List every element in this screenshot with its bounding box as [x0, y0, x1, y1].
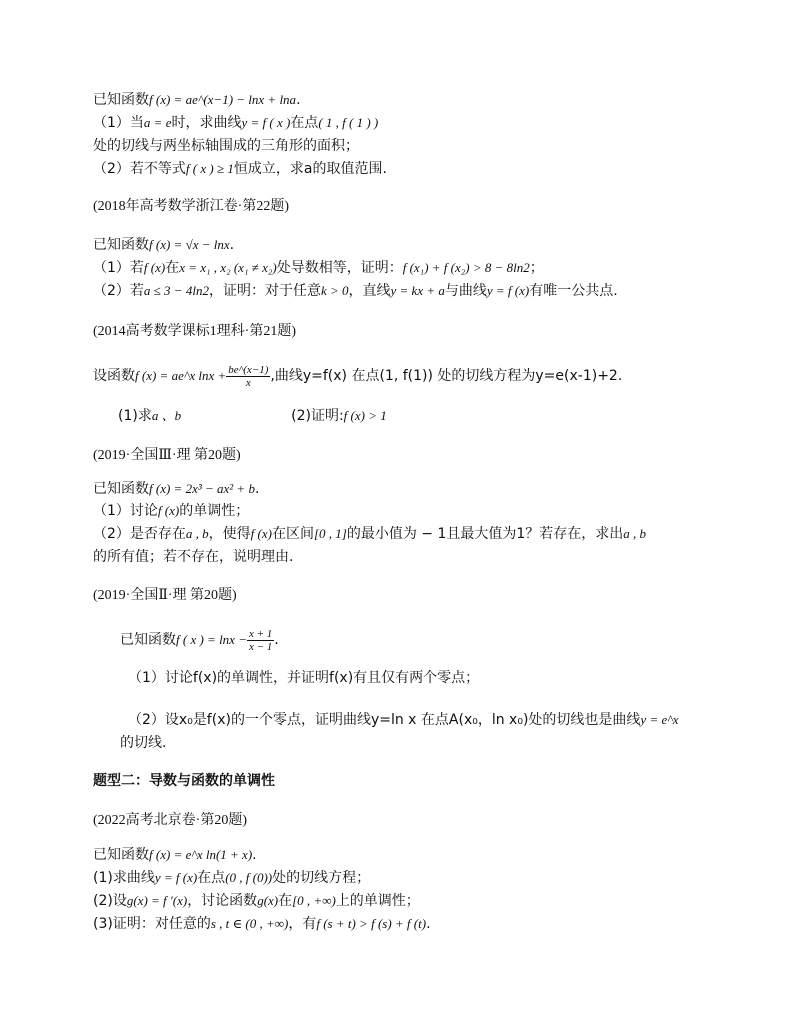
- p2-source: (2018年高考数学浙江卷·第22题): [93, 199, 289, 214]
- p2-q2-d: 与曲线: [444, 283, 487, 299]
- p4-stem-prefix: 已知函数: [93, 481, 149, 497]
- p2-q1-c: 处导数相等，证明：: [276, 260, 403, 276]
- p6-q2: [93, 891, 420, 911]
- p6-q2-m1: g(x) = f ′(x): [126, 893, 188, 908]
- p5-stem-end: .: [274, 632, 279, 648]
- p6-q1-m1: y = f (x): [154, 870, 198, 885]
- p1-q1-c: 在点: [290, 115, 319, 131]
- p5-fraction: [247, 628, 274, 653]
- p4-q2-m3: [0 , 1]: [313, 526, 347, 541]
- p2-q2-a: （2）若: [93, 283, 144, 299]
- p3-q1-a: (1)求: [118, 408, 152, 424]
- p6-q3-a: (3)证明：对任意的: [93, 916, 211, 932]
- p6-stem: [93, 845, 257, 865]
- p4-q2-a: （2）是否存在: [93, 526, 186, 542]
- p4-q2-e: 的所有值；若不存在，说明理由.: [93, 549, 294, 565]
- p1-q1-a: （1）当: [93, 115, 144, 131]
- p2-q2-e: 有唯一公共点.: [529, 283, 618, 299]
- p3-frac-num: be^(x−1): [228, 363, 269, 376]
- p2-q1-m2: x = x₁ , x₂ (x₁ ≠ x₂): [179, 260, 277, 275]
- p5-frac-den: x − 1: [248, 640, 273, 653]
- p3-stem: [93, 362, 622, 390]
- p2-q1: [93, 258, 544, 278]
- p2-stem: [93, 235, 234, 255]
- p6-q3-c: .: [426, 916, 431, 932]
- p6-source: (2022高考北京卷·第20题): [93, 813, 247, 828]
- p4-q2-m2: f (x): [250, 526, 272, 541]
- p2-q2-m3: y = kx + a: [390, 283, 445, 298]
- p2-q2-m4: y = f (x): [486, 283, 530, 298]
- p5-q2-cont: [120, 733, 166, 753]
- p6-q3-m1: s , t ∈ (0 , +∞): [210, 916, 289, 931]
- p1-stem-prefix: 已知函数: [93, 92, 149, 108]
- p6-q1-c: 处的切线方程；: [272, 870, 371, 886]
- p6-q1-a: (1)求曲线: [93, 870, 155, 886]
- p6-q2-d: 上的单调性；: [335, 893, 420, 909]
- p6-q3-b: ，有: [288, 916, 317, 932]
- p4-stem-end: .: [254, 481, 260, 497]
- p2-stem-prefix: 已知函数: [93, 237, 149, 253]
- p3-fraction: [226, 364, 270, 389]
- p1-q2-m1: f ( x ) ≥ 1: [185, 161, 234, 176]
- p5-q2-b: 的切线.: [120, 735, 167, 751]
- p6-q3-m2: f (s + t) > f (s) + f (t): [316, 916, 427, 931]
- p1-q2-b: 恒成立，求a的取值范围.: [233, 161, 387, 177]
- section-heading: 题型二：导数与函数的单调性: [93, 773, 275, 789]
- p6-q1-m2: (0 , f (0)): [225, 870, 273, 885]
- p5-q2: [128, 710, 679, 730]
- p3-stem-prefix: 设函数: [93, 368, 135, 384]
- p2-q2-m1: a ≤ 3 − 4ln2: [143, 283, 209, 298]
- p4-stem-math: f (x) = 2x³ − ax² + b: [149, 481, 255, 496]
- p6-q1-b: 在点: [197, 870, 226, 886]
- p1-q1-cont: [93, 136, 359, 156]
- p2-q2-b: ，证明：对于任意: [208, 283, 321, 299]
- p6-q2-b: ，讨论函数: [187, 893, 258, 909]
- p2-q1-a: （1）若: [93, 260, 144, 276]
- p4-q2-m4: a , b: [623, 526, 647, 541]
- p1-q1-b: 时，求曲线: [171, 115, 242, 131]
- p5-frac-num: x + 1: [248, 627, 273, 640]
- p5-stem-math: f ( x ) = lnx −: [176, 632, 247, 647]
- p4-q1-a: （1）讨论: [93, 503, 158, 519]
- p2-q2: [93, 281, 618, 301]
- p3-questions: [118, 406, 387, 426]
- p5-q2-a: （2）设x₀是f(x)的一个零点，证明曲线y=ln x 在点A(x₀，ln x₀)处的切线也是曲线: [128, 712, 641, 728]
- p3-stem-math: f (x) = ae^x lnx +: [135, 368, 227, 383]
- p6-q3: [93, 914, 431, 934]
- p1-q1-m1: a = e: [143, 115, 172, 130]
- p6-stem-prefix: 已知函数: [93, 847, 149, 863]
- p2-q1-b: 在: [165, 260, 180, 276]
- p1-stem-math: f (x) = ae^(x−1) − lnx + lna: [149, 92, 297, 107]
- p5-stem: [120, 626, 279, 654]
- p1-stem: [93, 90, 301, 110]
- p1-q1-m3: ( 1 , f ( 1 ) ): [318, 115, 379, 130]
- p2-q1-m3: f (x₁) + f (x₂) > 8 − 8ln2: [402, 260, 530, 275]
- p2-q2-c: ，直线: [348, 283, 391, 299]
- p1-stem-end: .: [296, 92, 301, 108]
- p6-stem-end: .: [252, 847, 257, 863]
- p4-q1: [93, 501, 249, 521]
- p6-q2-m2: g(x): [257, 893, 279, 908]
- p1-q1-m2: y = f ( x ): [241, 115, 291, 130]
- p1-q2: [93, 159, 387, 179]
- p6-stem-math: f (x) = e^x ln(1 + x): [149, 847, 253, 862]
- p1-q2-a: （2）若不等式: [93, 161, 186, 177]
- p4-q2-d: 的最小值为 − 1且最大值为1？若存在，求出: [346, 526, 624, 542]
- p6-q1: [93, 868, 370, 888]
- p5-source: (2019·全国Ⅱ·理 第20题): [93, 588, 237, 603]
- p1-q1-d: 处的切线与两坐标轴围成的三角形的面积；: [93, 138, 359, 154]
- p4-q2-c: 在区间: [271, 526, 314, 542]
- p3-source: (2014高考数学课标1理科·第21题): [93, 324, 296, 339]
- p4-q2-m1: a , b: [185, 526, 209, 541]
- p4-q1-m: f (x): [157, 503, 180, 518]
- p1-q1: [93, 113, 378, 133]
- p6-q2-c: 在: [278, 893, 293, 909]
- p3-frac-den: x: [245, 376, 251, 389]
- p4-q2-b: ，使得: [208, 526, 251, 542]
- p6-q2-m3: [0 , +∞): [292, 893, 336, 908]
- p5-q2-m: y = e^x: [640, 712, 679, 727]
- p2-stem-math: f (x) = √x − lnx: [149, 237, 230, 252]
- p2-q1-d: ；: [529, 260, 544, 276]
- p4-stem: [93, 479, 259, 499]
- p2-q1-m1: f (x): [143, 260, 166, 275]
- p3-q2-m: f (x) > 1: [343, 408, 387, 423]
- p2-q2-m2: k > 0: [320, 283, 349, 298]
- p2-stem-end: .: [229, 237, 235, 253]
- p3-stem-rest: ,曲线y=f(x) 在点(1, f(1)) 处的切线方程为y=e(x-1)+2.: [270, 368, 623, 384]
- p4-q2: [93, 524, 646, 544]
- p5-q1-text: （1）讨论f(x)的单调性，并证明f(x)有且仅有两个零点；: [128, 670, 480, 686]
- p3-q1-m: a 、b: [151, 408, 182, 423]
- p4-q2-cont: [93, 547, 293, 567]
- p5-q1: [128, 668, 479, 688]
- p5-stem-prefix: 已知函数: [120, 632, 176, 648]
- p4-q1-b: 的单调性；: [179, 503, 250, 519]
- p6-q2-a: (2)设: [93, 893, 127, 909]
- p3-q2-a: (2)证明:: [291, 408, 344, 424]
- p4-source: (2019·全国Ⅲ·理 第20题): [93, 448, 241, 463]
